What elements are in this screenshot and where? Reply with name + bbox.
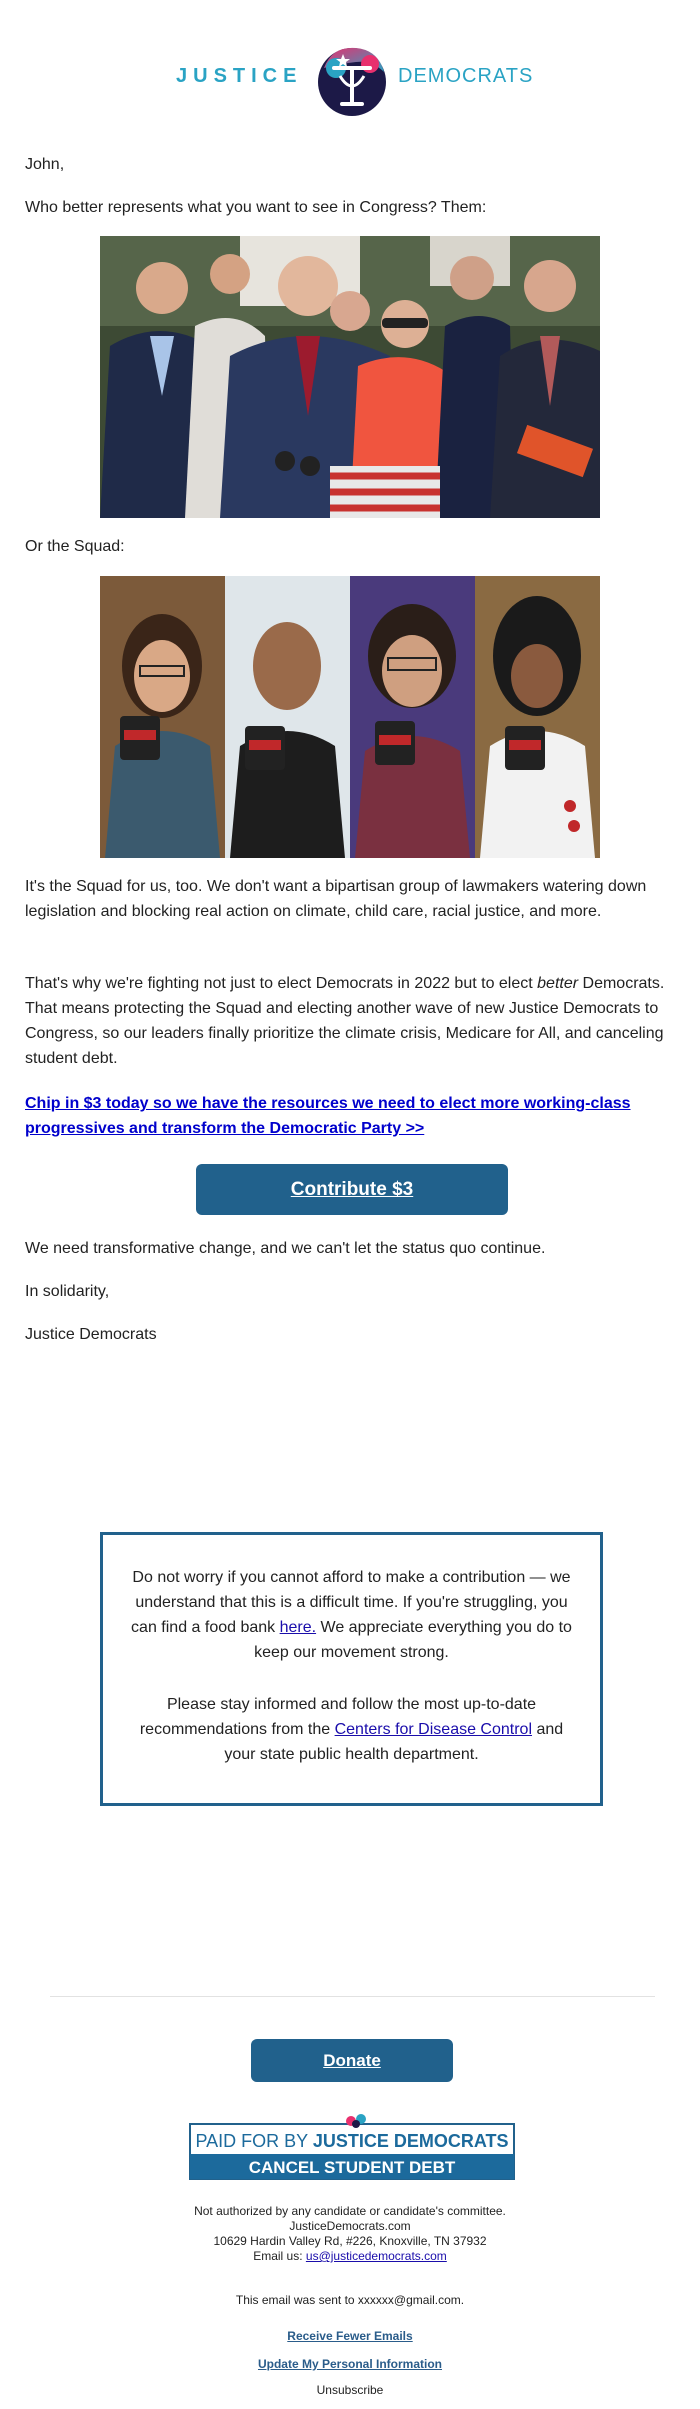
paid-for-prefix: PAID FOR BY — [195, 2131, 313, 2151]
not-authorized-text: Not authorized by any candidate or candidate's committee. — [194, 2204, 506, 2218]
notice-text: and your state public health department. — [224, 1721, 564, 1763]
bipartisan-group-photo-icon — [100, 236, 600, 518]
closing-line: We need transformative change, and we can't let the status quo continue. — [25, 1240, 546, 1257]
chip-in-link[interactable]: Chip in $3 today so we have the resources we need to elect more working-class progressives and transform the Democratic Party >> — [25, 1095, 631, 1137]
logo-text-democrats: DEMOCRATS — [398, 65, 534, 87]
paid-for-line1 — [195, 2131, 508, 2151]
email-line — [0, 2249, 700, 2264]
notice-text: Do not worry if you cannot afford to make a contribution — we understand that this is a difficult time. If you're struggling, you can find a food bank — [131, 1569, 571, 1636]
signoff: In solidarity, — [25, 1283, 110, 1300]
notice-text: Please stay informed and follow the most up-to-date recommendations from the — [139, 1696, 537, 1738]
notice-paragraph-cdc — [127, 1692, 576, 1767]
website-text: JusticeDemocrats.com — [289, 2219, 411, 2233]
logo-text-justice: JUSTICE — [176, 65, 303, 87]
paid-for-line2: CANCEL STUDENT DEBT — [248, 2158, 456, 2177]
update-personal-info-link[interactable]: Update My Personal Information — [257, 2357, 443, 2371]
paid-for-org: JUSTICE DEMOCRATS — [312, 2131, 509, 2151]
paragraph-text: Democrats. That means protecting the Squad and electing another wave of new Justice Democrats to Congress, so our leaders finally prioritize the climate crisis, Medicare for All, and canceling student debt. — [25, 975, 665, 1067]
email-link[interactable]: us@justicedemocrats.com — [305, 2249, 447, 2263]
address-text: 10629 Hardin Valley Rd, #226, Knoxville, TN 37932 — [213, 2234, 487, 2248]
greeting: John, — [25, 156, 65, 173]
contribute-button[interactable]: Contribute $3 — [196, 1164, 508, 1215]
paid-for-badge — [189, 2114, 515, 2180]
sent-to-text: This email was sent to xxxxxx@gmail.com. — [235, 2293, 465, 2307]
food-bank-link[interactable]: here. — [279, 1619, 317, 1636]
unsubscribe-link[interactable]: Unsubscribe — [316, 2383, 384, 2397]
email-label: Email us: — [253, 2249, 306, 2263]
notice-paragraph-food-bank — [127, 1565, 576, 1665]
footer-legal — [0, 2204, 700, 2264]
intro-question: Who better represents what you want to see in Congress? Them: — [25, 199, 487, 216]
paragraph-text: That's why we're fighting not just to elect Democrats in 2022 but to elect — [25, 975, 538, 992]
emphasis-better: better — [537, 975, 579, 992]
footer-divider — [50, 1996, 655, 1997]
squad-photo-icon — [100, 576, 600, 858]
donate-button[interactable]: Donate — [251, 2039, 453, 2082]
receive-fewer-emails-link[interactable]: Receive Fewer Emails — [287, 2329, 413, 2343]
hardship-notice-box — [100, 1532, 603, 1806]
justice-democrats-logo-icon — [312, 38, 392, 118]
cdc-link[interactable]: Centers for Disease Control — [334, 1721, 533, 1738]
header-logo — [0, 38, 700, 118]
signature: Justice Democrats — [25, 1326, 157, 1343]
paragraph-squad: It's the Squad for us, too. We don't want a bipartisan group of lawmakers watering down legislation and blocking real action on climate, child care, racial justice, and more. — [25, 878, 647, 920]
or-the-squad: Or the Squad: — [25, 538, 125, 555]
notice-text: We appreciate everything you do to keep our movement strong. — [254, 1619, 572, 1661]
paragraph-better-democrats — [25, 971, 675, 1071]
